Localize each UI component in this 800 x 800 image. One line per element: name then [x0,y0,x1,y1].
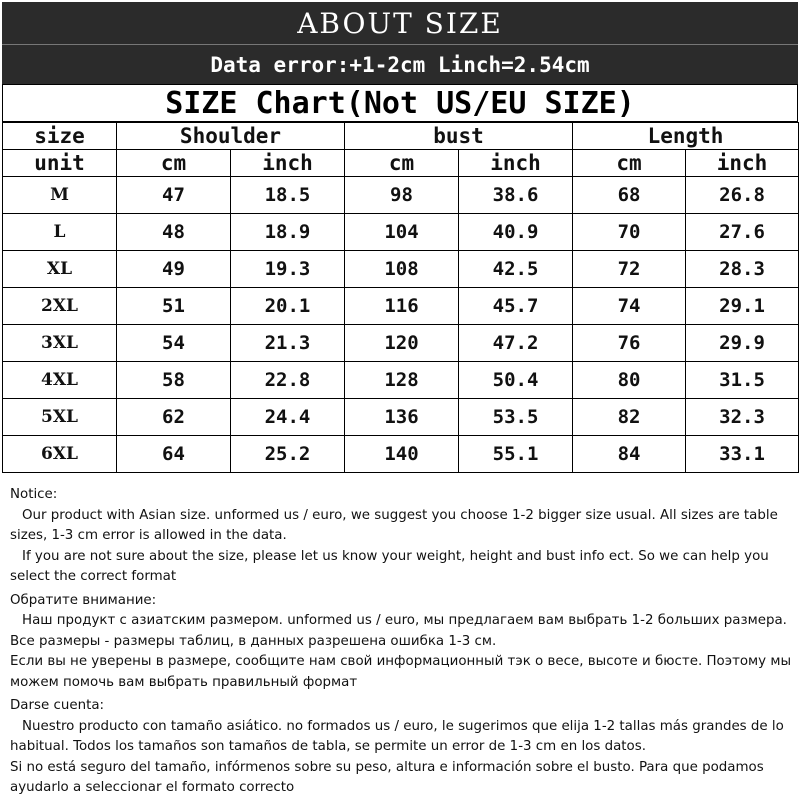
measurement-cell: 33.1 [686,436,799,473]
size-cell: XL [3,251,117,288]
table-row [3,251,799,288]
measurement-cell: 98 [345,177,459,214]
unit-cell: inch [686,150,799,177]
notice-ru-paragraph-2: Если вы не уверены в размере, сообщите нам свой информационный тэк о весе, высоте и бюсте. Поэтому мы можем помочь вам выбрать правильный формат [10,654,792,690]
size-cell: L [3,214,117,251]
unit-cell: cm [117,150,231,177]
measurement-cell: 62 [117,399,231,436]
measurement-cell: 120 [345,325,459,362]
measurement-cell: 22.8 [231,362,345,399]
measurement-cell: 20.1 [231,288,345,325]
measurement-cell: 50.4 [459,362,573,399]
measurement-cell: 58 [117,362,231,399]
unit-cell: inch [459,150,573,177]
measurement-cell: 49 [117,251,231,288]
table-body [3,177,799,473]
notice-es-paragraph-2: Si no está seguro del tamaño, infórmenos sobre su peso, altura e información sobre el busto. Para que podamos ayudarlo a seleccionar el formato correcto [10,759,764,795]
measurement-cell: 25.2 [231,436,345,473]
notice-es-paragraph-1: Nuestro producto con tamaño asiático. no formados us / euro, le sugerimos que elija 1-2 tallas más grandes de lo habitual. Todos los tamaños son tamaños de tabla, se permite un error de 1-3 cm en los datos. [10,718,784,754]
header-size: size [3,123,117,150]
notice-title-es: Darse cuenta: [10,698,105,713]
table-row [3,436,799,473]
header-length: Length [573,123,799,150]
measurement-cell: 32.3 [686,399,799,436]
measurement-cell: 24.4 [231,399,345,436]
measurement-cell: 26.8 [686,177,799,214]
table-unit-row [3,150,799,177]
measurement-cell: 140 [345,436,459,473]
table-row [3,177,799,214]
table-row [3,325,799,362]
measurement-cell: 128 [345,362,459,399]
notice-section [10,483,792,799]
table-group-header-row [3,123,799,150]
measurement-cell: 68 [573,177,686,214]
size-cell: 2XL [3,288,117,325]
measurement-cell: 29.9 [686,325,799,362]
unit-label: unit [3,150,117,177]
measurement-cell: 29.1 [686,288,799,325]
notice-en-paragraph-1: Our product with Asian size. unformed us / euro, we suggest you choose 1-2 bigger size usual. All sizes are table sizes, 1-3 cm error is allowed in the data. [10,507,778,543]
table-row [3,288,799,325]
size-cell: 6XL [3,436,117,473]
measurement-cell: 104 [345,214,459,251]
measurement-cell: 64 [117,436,231,473]
measurement-cell: 70 [573,214,686,251]
measurement-cell: 18.9 [231,214,345,251]
header-shoulder: Shoulder [117,123,345,150]
measurement-cell: 72 [573,251,686,288]
measurement-cell: 54 [117,325,231,362]
measurement-cell: 38.6 [459,177,573,214]
notice-title-en: Notice: [10,487,58,502]
measurement-cell: 116 [345,288,459,325]
table-row [3,214,799,251]
data-error-note: Data error:+1-2cm Linch=2.54cm [2,44,798,84]
notice-en-paragraph-2: If you are not sure about the size, please let us know your weight, height and bust info ect. So we can help you select the correct format [10,548,769,584]
measurement-cell: 55.1 [459,436,573,473]
measurement-cell: 27.6 [686,214,799,251]
measurement-cell: 45.7 [459,288,573,325]
table-row [3,399,799,436]
measurement-cell: 19.3 [231,251,345,288]
about-size-banner: ABOUT SIZE [2,2,798,44]
measurement-cell: 53.5 [459,399,573,436]
unit-cell: cm [345,150,459,177]
measurement-cell: 42.5 [459,251,573,288]
measurement-cell: 82 [573,399,686,436]
measurement-cell: 108 [345,251,459,288]
unit-cell: cm [573,150,686,177]
size-chart-title: SIZE Chart(Not US/EU SIZE) [2,84,798,122]
measurement-cell: 51 [117,288,231,325]
unit-cell: inch [231,150,345,177]
size-cell: 4XL [3,362,117,399]
measurement-cell: 84 [573,436,686,473]
measurement-cell: 28.3 [686,251,799,288]
measurement-cell: 80 [573,362,686,399]
measurement-cell: 47 [117,177,231,214]
size-cell: 3XL [3,325,117,362]
size-cell: 5XL [3,399,117,436]
size-cell: M [3,177,117,214]
measurement-cell: 21.3 [231,325,345,362]
measurement-cell: 47.2 [459,325,573,362]
measurement-cell: 31.5 [686,362,799,399]
measurement-cell: 76 [573,325,686,362]
header-bust: bust [345,123,573,150]
measurement-cell: 48 [117,214,231,251]
measurement-cell: 40.9 [459,214,573,251]
notice-title-ru: Обратите внимание: [10,592,157,608]
measurement-cell: 74 [573,288,686,325]
table-row [3,362,799,399]
measurement-cell: 18.5 [231,177,345,214]
measurement-cell: 136 [345,399,459,436]
size-table [2,122,799,473]
notice-ru-paragraph-1: Наш продукт с азиатским размером. unformed us / euro, мы предлагаем вам выбрать 1-2 больших размера. Все размеры - размеры таблиц, в данных разрешена ошибка 1-3 см. [10,613,787,649]
